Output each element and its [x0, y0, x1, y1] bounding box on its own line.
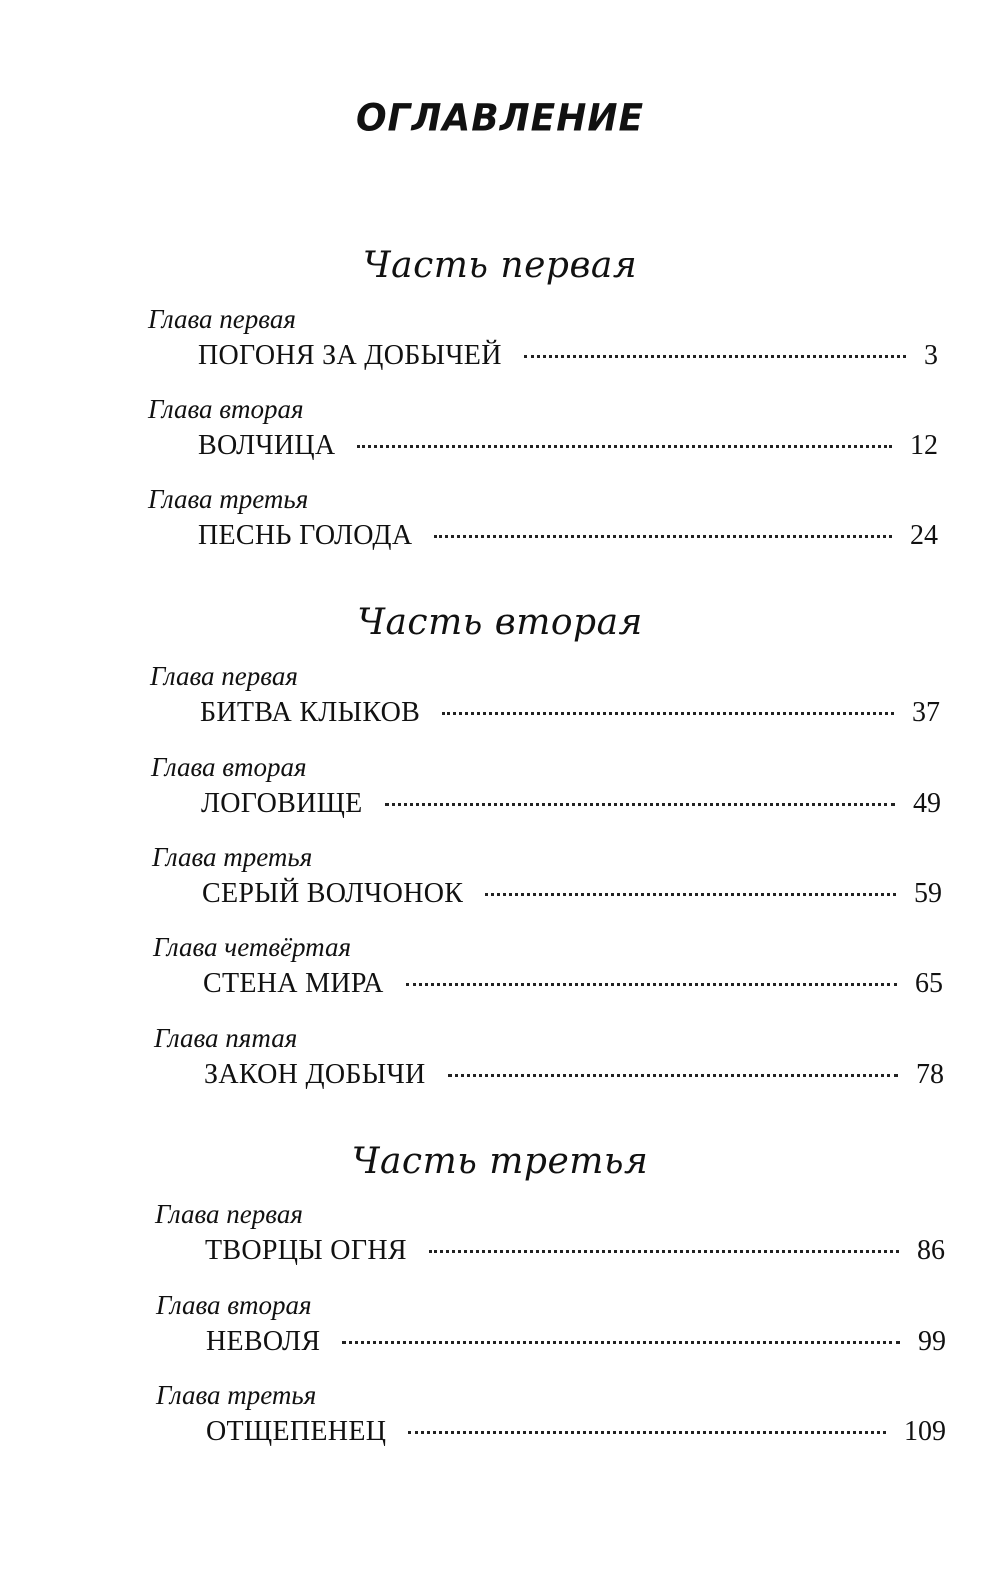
part-heading-3: Часть третья	[351, 1141, 649, 1182]
toc-entry[interactable]	[156, 1380, 946, 1460]
chapter-label: Глава пятая	[154, 1023, 298, 1053]
dot-leader	[408, 1431, 886, 1434]
chapter-label: Глава вторая	[151, 752, 307, 782]
chapter-title: ЗАКОН ДОБЫЧИ	[204, 1059, 426, 1090]
chapter-row	[202, 878, 942, 910]
chapter-label: Глава третья	[152, 842, 313, 872]
chapter-label: Глава четвёртая	[153, 932, 352, 962]
chapter-title: СТЕНА МИРА	[203, 968, 384, 999]
page-number: 78	[916, 1059, 944, 1090]
chapter-row	[204, 1059, 944, 1091]
page-number: 109	[904, 1416, 946, 1447]
chapter-label: Глава первая	[155, 1199, 303, 1229]
toc-entry[interactable]	[151, 752, 941, 832]
page-number: 49	[913, 788, 941, 819]
chapter-label: Глава вторая	[148, 394, 304, 424]
chapter-row	[203, 968, 943, 1000]
chapter-label: Глава вторая	[156, 1290, 312, 1320]
toc-entry[interactable]	[154, 1023, 944, 1103]
chapter-label: Глава третья	[148, 484, 309, 514]
page-number: 86	[917, 1235, 945, 1266]
page-number: 37	[912, 697, 940, 728]
chapter-title: НЕВОЛЯ	[206, 1326, 321, 1357]
toc-entry[interactable]	[155, 1199, 945, 1279]
chapter-title: ЛОГОВИЩЕ	[201, 788, 363, 819]
part-heading-2: Часть вторая	[357, 602, 643, 643]
dot-leader	[442, 712, 894, 715]
page-number: 24	[910, 520, 938, 551]
chapter-row	[198, 520, 938, 552]
chapter-title: ВОЛЧИЦА	[198, 430, 336, 461]
page-number: 59	[914, 878, 942, 909]
dot-leader	[357, 445, 892, 448]
chapter-title: ТВОРЦЫ ОГНЯ	[205, 1235, 407, 1266]
dot-leader	[485, 893, 896, 896]
toc-entry[interactable]	[153, 932, 943, 1012]
dot-leader	[406, 983, 897, 986]
toc-entry[interactable]	[152, 842, 942, 922]
dot-leader	[342, 1341, 900, 1344]
toc-entry[interactable]	[148, 304, 938, 384]
dot-leader	[524, 355, 906, 358]
part-heading-1: Часть первая	[362, 245, 638, 286]
chapter-title: ПЕСНЬ ГОЛОДА	[198, 520, 413, 551]
page-number: 65	[915, 968, 943, 999]
chapter-label: Глава первая	[148, 304, 296, 334]
chapter-row	[198, 430, 938, 462]
dot-leader	[385, 803, 895, 806]
chapter-title: ОТЩЕПЕНЕЦ	[206, 1416, 387, 1447]
toc-title: ОГЛАВЛЕНИЕ	[355, 96, 645, 141]
toc-entry[interactable]	[150, 661, 940, 741]
page-number: 99	[918, 1326, 946, 1357]
chapter-row	[201, 788, 941, 820]
chapter-label: Глава первая	[150, 661, 298, 691]
chapter-row	[198, 340, 938, 372]
chapter-row	[200, 697, 940, 729]
chapter-title: ПОГОНЯ ЗА ДОБЫЧЕЙ	[198, 340, 502, 371]
toc-entry[interactable]	[148, 394, 938, 474]
dot-leader	[429, 1250, 899, 1253]
chapter-row	[205, 1235, 945, 1267]
toc-entry[interactable]	[156, 1290, 946, 1370]
chapter-title: БИТВА КЛЫКОВ	[200, 697, 421, 728]
chapter-row	[206, 1416, 946, 1448]
dot-leader	[448, 1074, 898, 1077]
dot-leader	[434, 535, 892, 538]
chapter-title: СЕРЫЙ ВОЛЧОНОК	[202, 878, 464, 909]
page-number: 12	[910, 430, 938, 461]
toc-entry[interactable]	[148, 484, 938, 564]
chapter-row	[206, 1326, 946, 1358]
page-number: 3	[924, 340, 938, 371]
chapter-label: Глава третья	[156, 1380, 317, 1410]
